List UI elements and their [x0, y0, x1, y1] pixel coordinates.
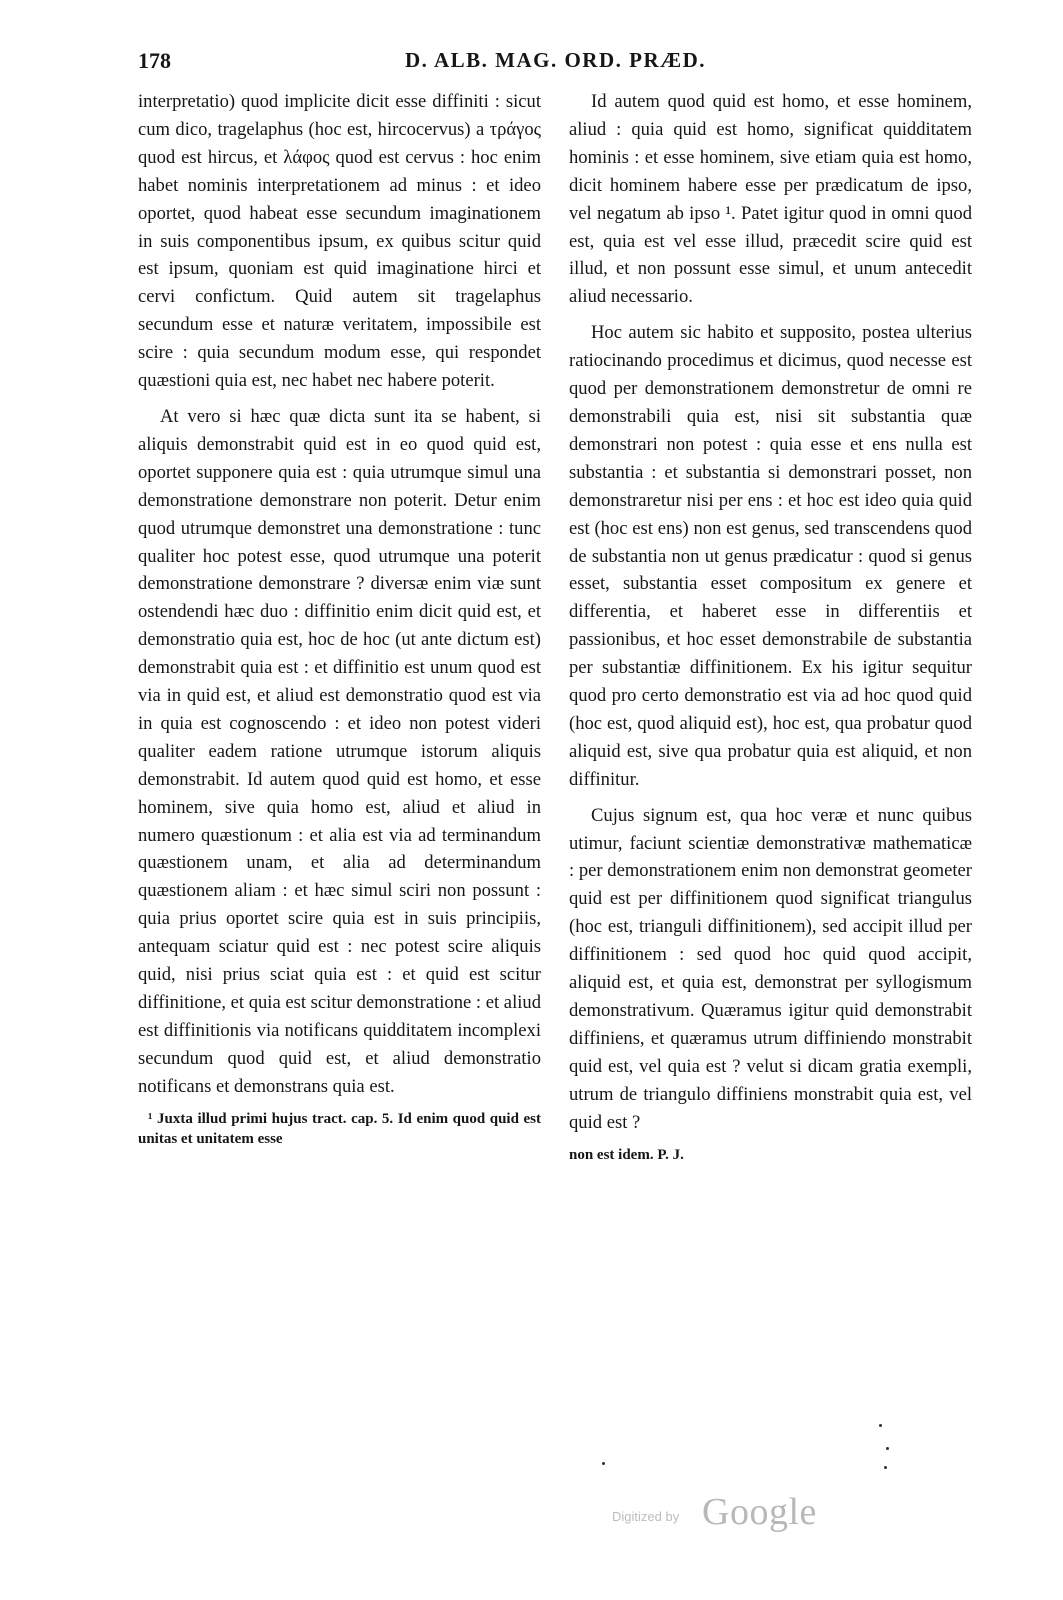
- watermark-prefix: Digitized by: [612, 1509, 680, 1524]
- left-column: [138, 88, 541, 1150]
- speck-mark: [879, 1424, 882, 1427]
- speck-mark: [884, 1466, 887, 1469]
- running-head: D. ALB. MAG. ORD. PRÆD.: [404, 48, 707, 72]
- right-footnote: non est idem. P. J.: [569, 1146, 684, 1163]
- left-footnote: ¹ Juxta illud primi hujus tract. cap. 5. Id enim quod quid est unitas et unitatem esse: [138, 1110, 541, 1148]
- right-paragraph-2: Hoc autem sic habito et supposito, postea ulterius ratiocinando procedimus et dicimus, quod necesse est quod per demonstrationem demonstretur de omni re demonstrabili quia est, nisi sit substantia quæ demonstrari non potest : quia esse et ens nulla est substantia : et substantia si demonstrari posset, non demonstraretur nisi per ens : et hoc est ideo quia quid est (hoc est ens) non est genus, sed transcendens quod de substantia non ut genus prædicatur : quod si genus esset, substantia esset compositum ex genere et differentia, et haberet esse in differentiis et passionibus, et hoc esset demonstrabile de substantia per substantiæ diffinitionem. Ex his igitur sequitur quod pro certo demonstratio est via ad hoc quod quid (hoc est, quod aliquid est), hoc est, qua probatur quod aliquid est, sive qua probatur quia est aliquid, et non diffinitur.: [569, 322, 972, 790]
- speck-mark: [886, 1447, 889, 1450]
- right-paragraph-1: Id autem quod quid est homo, et esse hominem, aliud : quia quid est homo, significat quidditatem hominis : et esse hominem, sive etiam quia est homo, dicit hominem habere esse per prædicatum de ipso, vel negatum ab ipso ¹. Patet igitur quod in omni quod est, quia est vel esse illud, præcedit scire quid est illud, et non possunt esse simul, et unum antecedit aliud necessario.: [569, 91, 972, 308]
- page-number: 178: [138, 48, 171, 73]
- right-paragraph-3: Cujus signum est, qua hoc veræ et nunc quibus utimur, faciunt scientiæ demonstrativæ mathematicæ : per demonstrationem enim non demonstrat geometer quid est per diffinitionem quod significat triangulus (hoc est, trianguli diffinitionem), sed accipit illud per diffinitionem : sed quod hoc quid quod accipit, aliquid est, et quia est, demonstrat per syllogismum demonstrativum. Quæramus igitur quid demonstrabit diffiniens, et quæramus utrum diffiniendo monstrabit quid est, vel quia est ? velut si dicam gratia exempli, utrum de triangulo diffiniens monstrabit quia est, vel quid est ?: [569, 804, 972, 1133]
- speck-mark: [602, 1462, 605, 1465]
- page-header: [138, 48, 973, 78]
- left-paragraph-1: interpretatio) quod implicite dicit esse diffiniti : sicut cum dico, tragelaphus (hoc est, hircocervus) a τράγος quod est hircus, et λάφος quod est cervus : hoc enim habet nominis interpretationem ad minus : et ideo oportet, quod habeat esse secundum imaginationem in suis componentibus ipsum, ex quibus scitur quid est ipsum, quoniam est quid imaginatione hirci et cervi confictum. Quid autem sit tragelaphus secundum esse et naturæ veritatem, impossibile est scire : quia secundum modum esse, qui respondet quæstioni quia est, nec habet nec habere poterit.: [138, 91, 541, 392]
- digitized-watermark: [612, 1491, 842, 1534]
- right-column: [569, 88, 972, 1165]
- left-paragraph-2: At vero si hæc quæ dicta sunt ita se habent, si aliquis demonstrabit quid est in eo quod quid est, oportet supponere quia est : quia utrumque simul una demonstratione demonstrare non poterit. Detur enim quod utrumque demonstret una demonstratione : tunc qualiter hoc potest esse, quod utrumque una poterit demonstratione demonstrare ? diversæ enim viæ sunt ostendendi hæc duo : diffinitio enim dicit quid est, et demonstratio quia est, hoc de hoc (ut ante dictum est) demonstrabit quia est : et diffinitio est unum quod est via in quid est, et aliud est demonstratio quod est via in quia est cognoscendo : et ideo non potest videri qualiter eadem ratione utrumque istorum aliquis demonstrabit. Id autem quod quid est homo, et esse hominem, sive quia homo est, aliud et aliud in numero quæstionum : et alia est via ad terminandum quæstionem unam, et alia ad determinandum quæstionem aliam : et hæc simul sciri non possunt : quia prius oportet scire quia est in suis principiis, antequam sciatur quid est : nec potest scire aliquis quid, nisi prius sciat quia est : et quid est scitur diffinitione, et quia est scitur demonstratione : et aliud est diffinitionis via notificans quidditatem incomplexi secundum quod quid est, et aliud demonstratio notificans et demonstrans quia est.: [138, 405, 541, 1097]
- google-logo: Google: [702, 1491, 817, 1533]
